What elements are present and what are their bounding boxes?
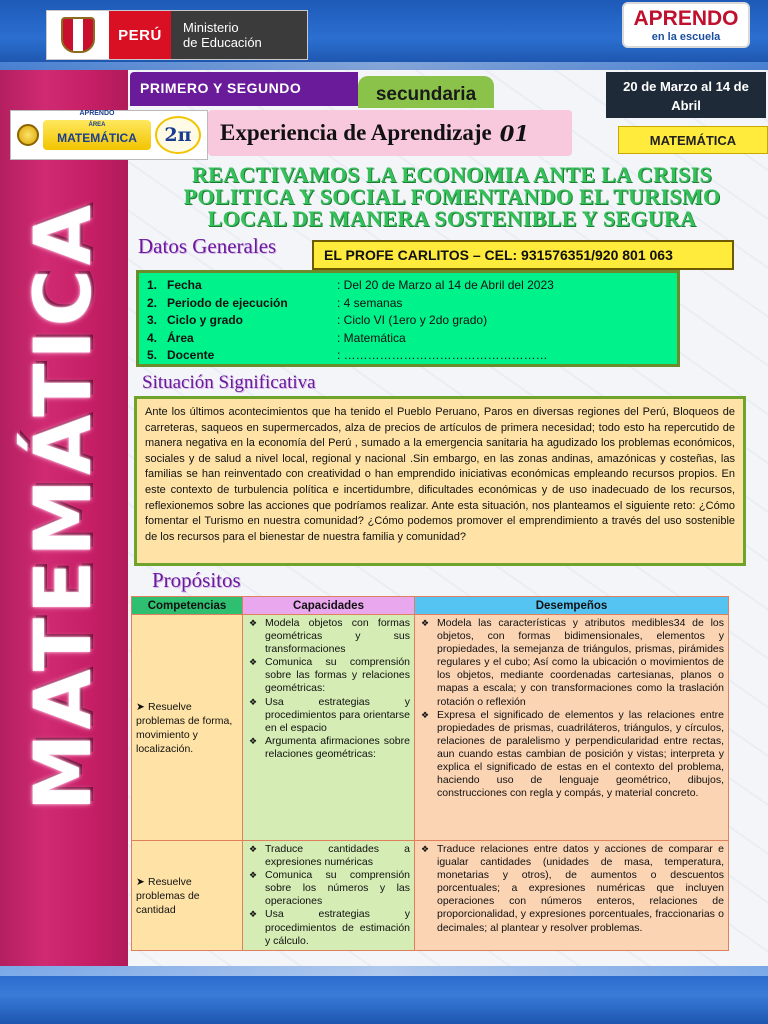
table-row <box>132 841 729 951</box>
general-row-value: : 4 semanas <box>337 295 403 310</box>
column-header-capacidades: Capacidades <box>243 597 415 615</box>
coat-of-arms-icon <box>47 11 109 59</box>
area-badge-small: ÁREA <box>88 122 106 128</box>
general-row <box>147 330 677 348</box>
arrow-icon: ➤ <box>136 875 145 888</box>
area-badge <box>10 110 208 160</box>
column-header-competencias: Competencias <box>132 597 243 615</box>
date-range: 20 de Marzo al 14 de Abril <box>606 72 766 118</box>
general-row-label: Fecha <box>167 278 202 292</box>
purposes-table <box>131 596 729 951</box>
situation-text: Ante los últimos acontecimientos que ha tenido el Pueblo Peruano, Paros en diversas regiones del Perú, Bloqueos de carreteras, saqueos en supermercados, alza de precios de artículos de primera necesidad; todo esto ha repercutido de manera negativa en la economía del Perú , sumado a la emergencia sanitaria ha agudizado los problemas económicos, sociales y de salud a nivel local, regional y nacional .Sin embargo, en las zonas andinas, amazónicas y costeñas, las familias se han reinventado con creatividad o han emprendido iniciativas económicas empleando recursos propios. En este contexto de turbulencia política e incertidumbre, dificultades económicas y de uso inadecuado de los recursos, reflexionemos sobre las acciones que podríamos realizar. Ante esta situación, nos planteamos el siguiente reto: ¿Cómo fomentar el Turismo en nuestra comunidad? ¿Cómo podemos promover el emprendimiento a través del uso sostenible de los recursos para el bienestar de nuestra familia y comunidad? <box>134 396 746 566</box>
table-row <box>132 615 729 841</box>
general-row-num: 1. <box>147 278 158 292</box>
capacities-cell <box>243 841 415 951</box>
general-row-value: : …………………………………………… <box>337 348 548 362</box>
experience-title: Experiencia de Aprendizaje <box>220 120 492 145</box>
list-item: ❖ Argumenta afirmaciones sobre relaciones geométricas: <box>247 735 410 761</box>
purposes-heading: Propósitos <box>152 568 241 592</box>
general-row <box>147 312 677 330</box>
aprendo-subtitle: en la escuela <box>651 31 721 43</box>
general-row-num: 4. <box>147 330 158 345</box>
list-item: ❖ Expresa el significado de elementos y las relaciones entre propiedades de prismas, cuadriláteros, triángulos, y círculos, relaciones de paralelismo y perpendicularidad entre rectas, aun cuando estas cambian de posición y vistas; interpreta y explica el significado de estas en el contexto del problema, haciendo uso de lenguaje geométrico, dibujos, construcciones con regla y compás, y material concreto. <box>419 709 724 801</box>
list-item: ❖ Modela objetos con formas geométricas y sus transformaciones <box>247 617 410 656</box>
general-row-num: 3. <box>147 313 158 327</box>
competence-text: Resuelve problemas de forma, movimiento y localización. <box>136 700 233 755</box>
general-row-value: : Del 20 de Marzo al 14 de Abril del 2023 <box>337 278 554 292</box>
column-header-desempenos: Desempeños <box>415 597 729 615</box>
general-row-label: Ciclo y grado <box>167 313 244 327</box>
general-row-value: : Matemática <box>337 330 406 345</box>
area-badge-name: MATEMÁTICA <box>57 131 137 145</box>
performances-cell <box>415 841 729 951</box>
sidebar-title-text: MATEMÁTICA <box>19 200 109 812</box>
country-label: PERÚ <box>109 11 171 59</box>
competence-text: Resuelve problemas de cantidad <box>136 875 200 916</box>
experience-banner <box>208 110 572 156</box>
general-row-label: Periodo de ejecución <box>167 295 288 310</box>
performances-cell <box>415 615 729 841</box>
general-row-num: 5. <box>147 348 158 362</box>
capacities-cell <box>243 615 415 841</box>
list-item: ❖ Usa estrategias y procedimientos para orientarse en el espacio <box>247 696 410 735</box>
ministry-logo <box>46 10 308 60</box>
level-label: secundaria <box>358 76 494 108</box>
list-item: ❖ Modela las características y atributos medibles34 de los objetos, con formas bidimensionales, elementos y propiedades, la semejanza de triángulos, prismas, pirámides regulares y el cubo; Así como la ubicación o movimientos de los objetos, mediante coordenadas cartesianas, planos o mapas a escala; y con transformaciones como la traslación rotación o reflexión <box>419 617 724 709</box>
coin-icon <box>17 124 39 146</box>
page-title: REACTIVAMOS LA ECONOMIA ANTE LA CRISIS POLITICA Y SOCIAL FOMENTANDO EL TURISMO LOCAL DE MANERA SOSTENIBLE Y SEGURA <box>183 164 721 231</box>
general-row-num: 2. <box>147 295 158 310</box>
competence-cell <box>132 615 243 841</box>
general-row-label: Área <box>167 330 194 345</box>
pi-icon: 2π <box>155 116 201 154</box>
bottom-banner <box>0 966 768 1024</box>
subject-label: MATEMÁTICA <box>618 126 768 154</box>
list-item: ❖ Comunica su comprensión sobre las formas y relaciones geométricas: <box>247 656 410 695</box>
aprendo-logo <box>622 2 750 48</box>
list-item: ❖ Traduce relaciones entre datos y acciones de comparar e igualar cantidades (unidades de masa, temperatura, monetarias y otros), de aumentos o descuentos porcentuales; a expresiones numéricas que incluyen operaciones con números enteros, relaciones de proporcionalidad, y expresiones porcentuales, fraccionarias o decimales; al plantear y resolver problemas. <box>419 843 724 935</box>
experience-number: 01 <box>499 120 529 146</box>
area-pill <box>43 110 151 150</box>
ministry-line-1: Ministerio <box>183 20 239 35</box>
general-row <box>147 347 677 365</box>
grade-label: PRIMERO Y SEGUNDO <box>130 72 358 106</box>
general-row <box>147 295 677 313</box>
general-heading: Datos Generales <box>138 234 277 258</box>
table-header-row <box>132 597 729 615</box>
ministry-label <box>171 11 307 59</box>
teacher-contact: EL PROFE CARLITOS – CEL: 931576351/920 801 063 <box>312 240 734 270</box>
situation-heading: Situación Significativa <box>142 372 316 393</box>
list-item: ❖ Comunica su comprensión sobre los números y las operaciones <box>247 869 410 908</box>
general-row-value: : Ciclo VI (1ero y 2do grado) <box>337 313 488 327</box>
area-badge-top: APRENDO <box>79 110 115 117</box>
arrow-icon: ➤ <box>136 700 145 713</box>
list-item: ❖ Usa estrategias y procedimientos de estimación y cálculo. <box>247 908 410 947</box>
general-row-label: Docente <box>167 348 215 362</box>
competence-cell <box>132 841 243 951</box>
list-item: ❖ Traduce cantidades a expresiones numéricas <box>247 843 410 869</box>
general-data-box <box>136 270 680 367</box>
aprendo-title: APRENDO <box>633 7 739 30</box>
ministry-line-2: de Educación <box>183 35 262 50</box>
general-row <box>147 277 677 295</box>
